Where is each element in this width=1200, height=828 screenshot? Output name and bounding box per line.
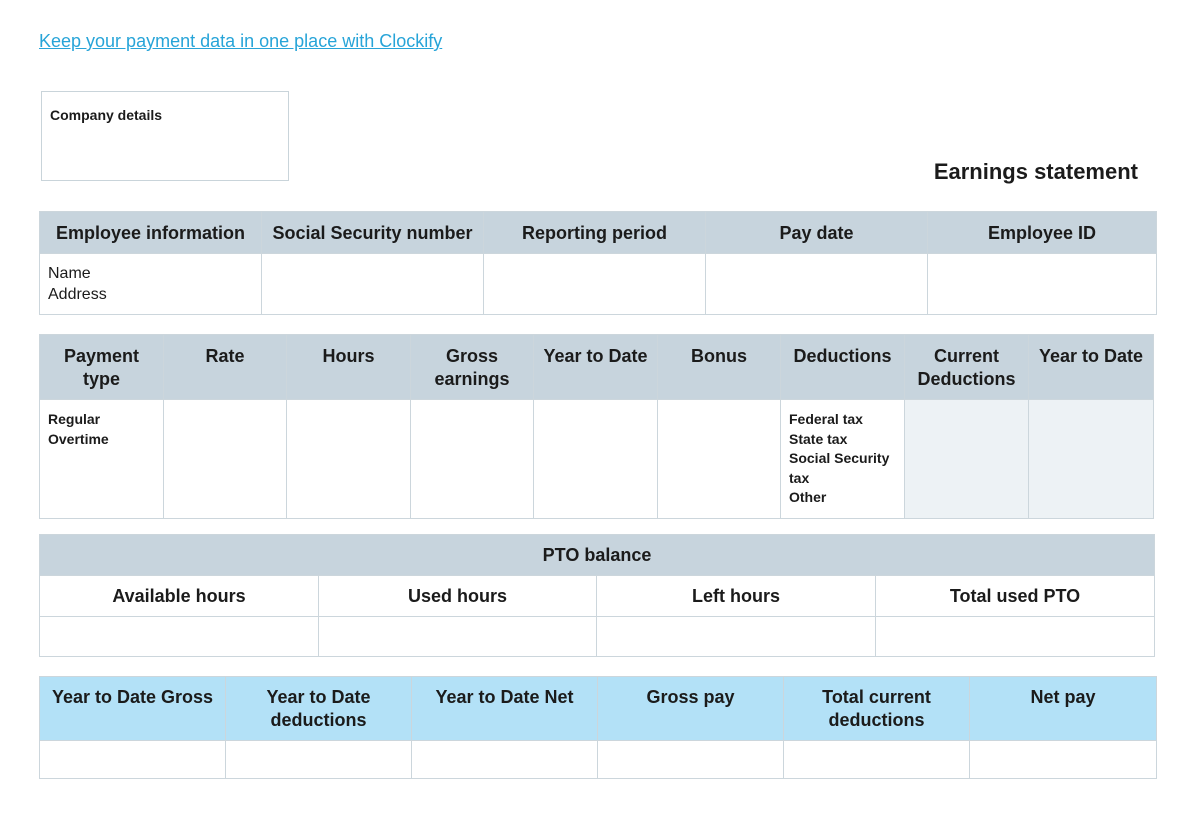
employee-info-cell[interactable] [40, 254, 262, 315]
statement-title: Earnings statement [933, 159, 1138, 184]
reporting-period-cell[interactable] [484, 254, 706, 315]
deductions-year-to-date-cell[interactable] [1029, 400, 1154, 519]
table-row [40, 617, 1155, 657]
header-available-hours: Available hours [40, 576, 319, 617]
ytd-gross-cell[interactable] [40, 741, 226, 779]
header-ytd-net: Year to Date Net [412, 677, 598, 741]
header-deductions-year-to-date: Year to Date [1029, 335, 1154, 400]
company-details-label: Company details [50, 107, 163, 123]
header-used-hours: Used hours [319, 576, 597, 617]
header-gross-pay: Gross pay [598, 677, 784, 741]
table-header-row [40, 576, 1155, 617]
used-hours-cell[interactable] [319, 617, 597, 657]
social-security-number-cell[interactable] [262, 254, 484, 315]
other-label: Other [789, 489, 827, 505]
gross-pay-cell[interactable] [598, 741, 784, 779]
header-reporting-period: Reporting period [484, 212, 706, 254]
overtime-label: Overtime [48, 430, 109, 447]
header-gross-earnings: Gross earnings [411, 335, 534, 400]
header-payment-type: Payment type [40, 335, 164, 400]
ytd-deductions-cell[interactable] [226, 741, 412, 779]
payment-type-cell[interactable] [40, 400, 164, 519]
pay-date-cell[interactable] [706, 254, 928, 315]
header-hours: Hours [287, 335, 411, 400]
header-employee-information: Employee information [40, 212, 262, 254]
current-deductions-cell[interactable] [905, 400, 1029, 519]
clockify-link[interactable]: Keep your payment data in one place with Clockify [39, 31, 443, 51]
regular-label: Regular [48, 411, 101, 427]
total-used-pto-cell[interactable] [876, 617, 1155, 657]
header-deductions: Deductions [781, 335, 905, 400]
header-ytd-gross: Year to Date Gross [40, 677, 226, 741]
social-security-tax-label: Social Security tax [789, 450, 890, 486]
company-details-box [41, 91, 289, 181]
table-row [40, 254, 1157, 315]
address-label: Address [48, 286, 107, 303]
header-ytd-deductions: Year to Date deductions [226, 677, 412, 741]
federal-tax-label: Federal tax [789, 411, 863, 427]
state-tax-label: State tax [789, 430, 848, 447]
bonus-cell[interactable] [658, 400, 781, 519]
header-pay-date: Pay date [706, 212, 928, 254]
left-hours-cell[interactable] [597, 617, 876, 657]
header-social-security-number: Social Security number [262, 212, 484, 254]
ytd-net-cell[interactable] [412, 741, 598, 779]
table-row [40, 741, 1157, 779]
header-total-used-pto: Total used PTO [876, 576, 1155, 617]
table-row [40, 400, 1154, 519]
table-header-row [40, 212, 1157, 254]
table-header-row [40, 335, 1154, 400]
pto-balance-title: PTO balance [40, 535, 1155, 576]
table-title-row [40, 535, 1155, 576]
payment-table [39, 334, 1154, 519]
name-label: Name [48, 265, 91, 282]
net-pay-cell[interactable] [970, 741, 1157, 779]
header-current-deductions: Current Deductions [905, 335, 1029, 400]
employee-info-table [39, 211, 1157, 315]
available-hours-cell[interactable] [40, 617, 319, 657]
header-net-pay: Net pay [970, 677, 1157, 741]
table-header-row [40, 677, 1157, 741]
total-current-deductions-cell[interactable] [784, 741, 970, 779]
header-bonus: Bonus [658, 335, 781, 400]
header-rate: Rate [164, 335, 287, 400]
pto-balance-table [39, 534, 1155, 657]
header-left-hours: Left hours [597, 576, 876, 617]
header-total-current-deductions: Total current deductions [784, 677, 970, 741]
employee-id-cell[interactable] [928, 254, 1157, 315]
year-to-date-cell[interactable] [534, 400, 658, 519]
header-employee-id: Employee ID [928, 212, 1157, 254]
rate-cell[interactable] [164, 400, 287, 519]
gross-earnings-cell[interactable] [411, 400, 534, 519]
deductions-cell[interactable] [781, 400, 905, 519]
hours-cell[interactable] [287, 400, 411, 519]
header-year-to-date: Year to Date [534, 335, 658, 400]
totals-table [39, 676, 1157, 779]
